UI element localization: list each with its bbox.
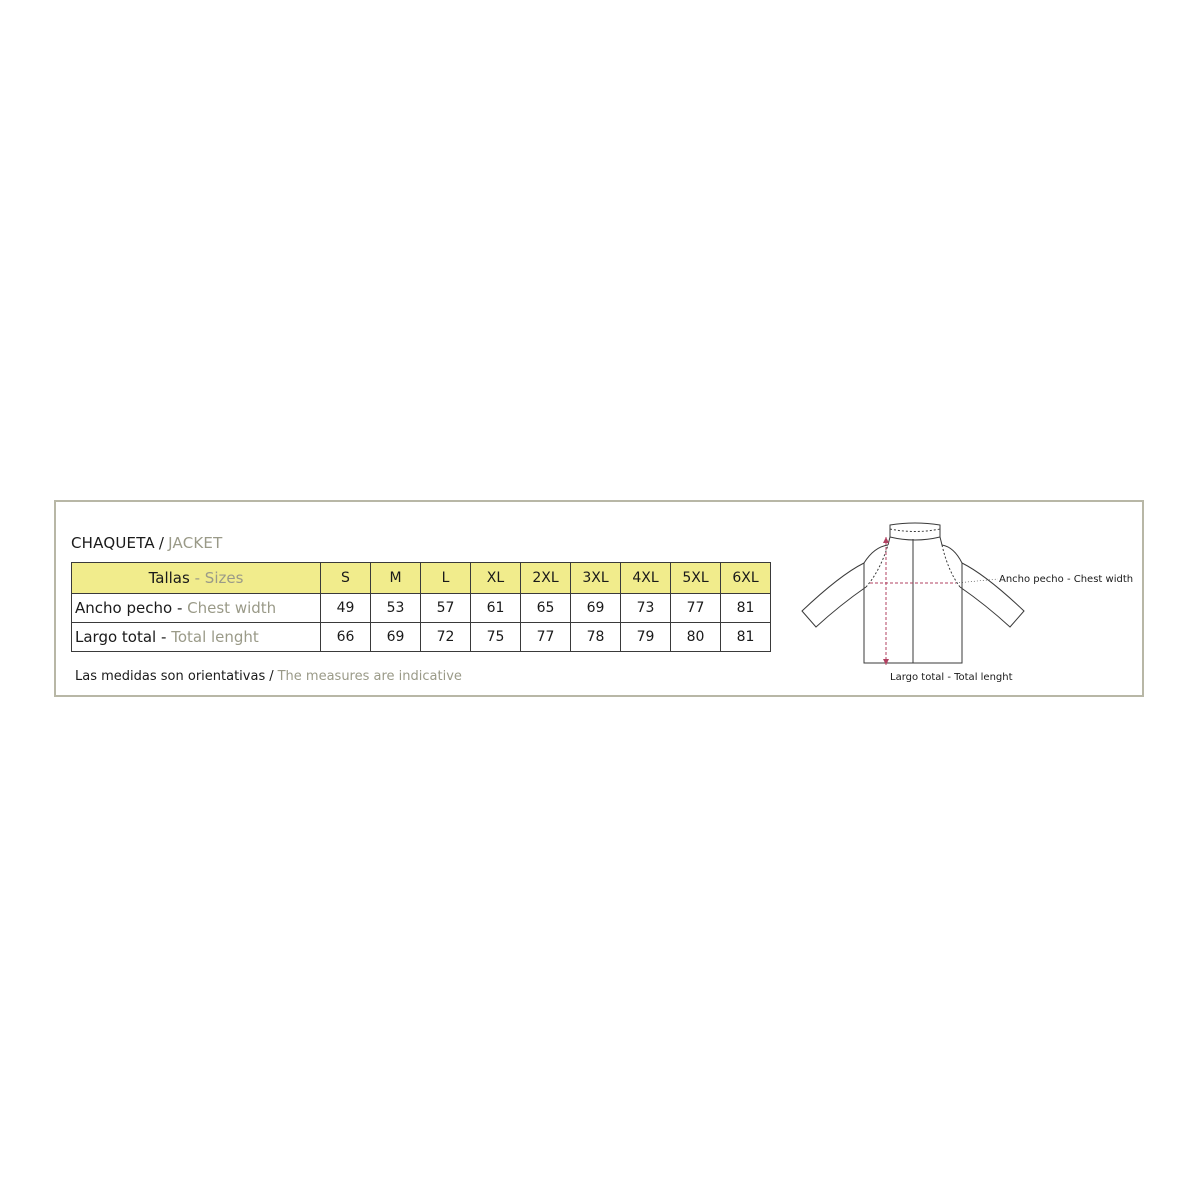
size-cell: 4XL [621,563,671,594]
row-label-es: Ancho pecho [75,599,173,617]
size-cell: 5XL [671,563,721,594]
title-separator: / [158,534,165,552]
chest-width-diagram-label: Ancho pecho - Chest width [999,574,1134,585]
header-label-en: Sizes [204,569,244,587]
row-label-en: Total lenght [171,628,259,646]
title-es: CHAQUETA [71,534,155,552]
row-label-en: Chest width [187,599,277,617]
total-length-value: 79 [621,623,671,652]
size-table [71,562,771,652]
chest-width-value: 73 [621,594,671,623]
header-label-sep: - [194,569,201,587]
indicative-note [75,669,462,684]
size-header-row [72,563,771,594]
jacket-left-sleeve [802,563,866,627]
chest-width-value: 49 [321,594,371,623]
size-cell: S [321,563,371,594]
jacket-diagram [790,515,1140,690]
header-label-es: Tallas [148,569,190,587]
chest-width-value: 57 [421,594,471,623]
title-en: JACKET [168,534,223,552]
row-label-sep: - [161,628,167,646]
size-cell: 2XL [521,563,571,594]
total-length-row [72,623,771,652]
chest-width-value: 53 [371,594,421,623]
chest-width-value: 77 [671,594,721,623]
note-en: The measures are indicative [277,669,462,684]
total-length-label-cell [72,623,321,652]
chest-width-value: 65 [521,594,571,623]
total-length-value: 75 [471,623,521,652]
size-cell: XL [471,563,521,594]
chest-width-value: 69 [571,594,621,623]
chest-width-row [72,594,771,623]
chart-title [71,534,222,552]
note-es: Las medidas son orientativas [75,669,266,684]
total-length-value: 81 [721,623,771,652]
header-label-cell [72,563,321,594]
note-separator: / [269,669,274,684]
total-length-value: 69 [371,623,421,652]
chest-width-value: 61 [471,594,521,623]
total-length-value: 78 [571,623,621,652]
total-length-value: 80 [671,623,721,652]
total-length-diagram-label: Largo total - Total lenght [890,672,1013,683]
size-cell: 6XL [721,563,771,594]
total-length-value: 72 [421,623,471,652]
size-cell: L [421,563,471,594]
jacket-illustration [790,515,1140,690]
row-label-sep: - [176,599,183,617]
total-length-value: 77 [521,623,571,652]
total-length-value: 66 [321,623,371,652]
size-cell: 3XL [571,563,621,594]
size-cell: M [371,563,421,594]
chest-width-label-cell [72,594,321,623]
row-label-es: Largo total [75,628,157,646]
chest-width-value: 81 [721,594,771,623]
jacket-right-sleeve [960,563,1024,627]
